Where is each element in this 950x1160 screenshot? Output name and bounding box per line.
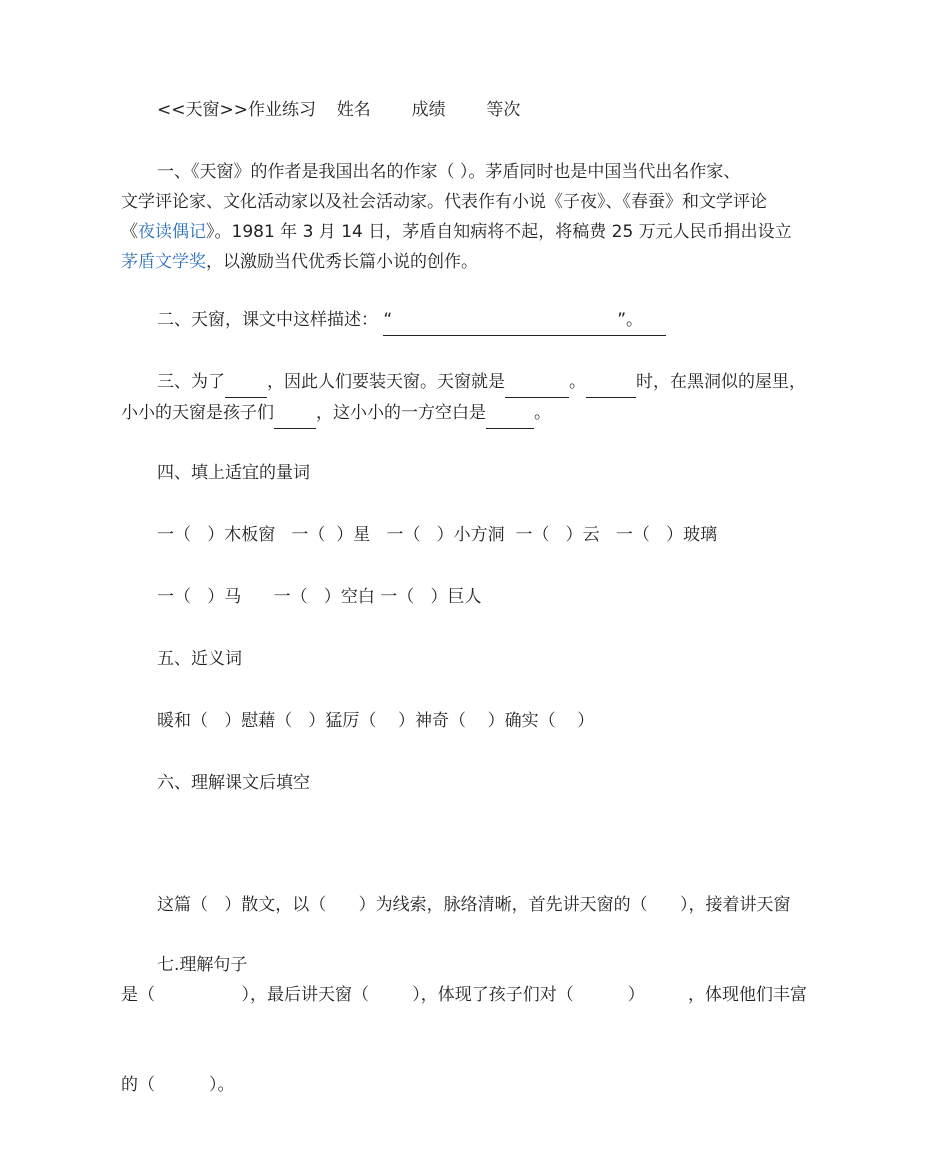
link-mao-dun-literature-prize[interactable]: 茅盾文学奖 xyxy=(121,252,206,272)
q1-line-2: 文学评论家、文化活动家以及社会活动家。代表作有小说《子夜》、《春蚕》和文学评论 xyxy=(121,192,767,212)
question-1 xyxy=(121,157,841,277)
q3-line-1: 三、为了 ，因此人们要装天窗。天窗就是 。 时，在黑洞似的屋里， xyxy=(121,367,841,398)
q4-line-1: 一（ ）木板窗 一（ ）星 一（ ）小方洞 一（ ）云 一（ ）玻璃 xyxy=(157,525,718,545)
q6-line-2: 是（ ），最后讲天窗（ ），体现了孩子们对（ ） ，体现他们丰富 xyxy=(121,985,807,1005)
worksheet-header xyxy=(157,95,877,125)
q5-title: 五、近义词 xyxy=(157,649,242,669)
q4-line-2: 一（ ）马 一（ ）空白 一（ ）巨人 xyxy=(157,587,482,607)
q3-blank-4[interactable] xyxy=(274,398,316,429)
q6-line-1: 这篇（ ）散文，以（ ）为线索，脉络清晰，首先讲天窗的（ ），接着讲天窗 xyxy=(157,895,791,915)
score-label: 成绩 xyxy=(411,100,446,120)
q1-line-3: 《夜读偶记》。1981 年 3 月 14 日，茅盾自知病将不起，将稿费 25 万元人民币捐出设立 xyxy=(121,222,792,242)
question-3 xyxy=(121,367,841,429)
q2-text: 二、天窗，课文中这样描述： xyxy=(157,310,378,330)
q3-blank-2[interactable] xyxy=(505,367,569,398)
question-6 xyxy=(121,830,841,1160)
rank-label: 等次 xyxy=(486,100,521,120)
q2-answer-blank[interactable]: “ ”。 xyxy=(383,305,666,336)
question-2 xyxy=(157,305,877,336)
q7-title: 七.理解句子 xyxy=(157,955,248,975)
link-ye-du-ou-ji[interactable]: 夜读偶记 xyxy=(138,222,206,242)
q1-line-1: 一、《天窗》的作者是我国出名的作家（ ）。茅盾同时也是中国当代出名作家、 xyxy=(157,162,741,182)
q6-line-3: 的（ ）。 xyxy=(121,1075,235,1095)
q1-line-4: 茅盾文学奖，以激励当代优秀长篇小说的创作。 xyxy=(121,252,478,272)
q5-line: 暖和（ ）慰藉（ ）猛厉（ ）神奇（ ）确实（ ） xyxy=(157,711,595,731)
worksheet-title: <<天窗>>作业练习 xyxy=(157,100,316,120)
q3-line-2: 小小的天窗是孩子们 ，这小小的一方空白是 。 xyxy=(121,398,841,429)
name-label: 姓名 xyxy=(336,100,371,120)
q6-title: 六、理解课文后填空 xyxy=(157,773,310,793)
q4-title: 四、填上适宜的量词 xyxy=(157,463,310,483)
q3-blank-1[interactable] xyxy=(225,367,267,398)
q3-blank-3[interactable] xyxy=(586,367,636,398)
q3-blank-5[interactable] xyxy=(486,398,534,429)
